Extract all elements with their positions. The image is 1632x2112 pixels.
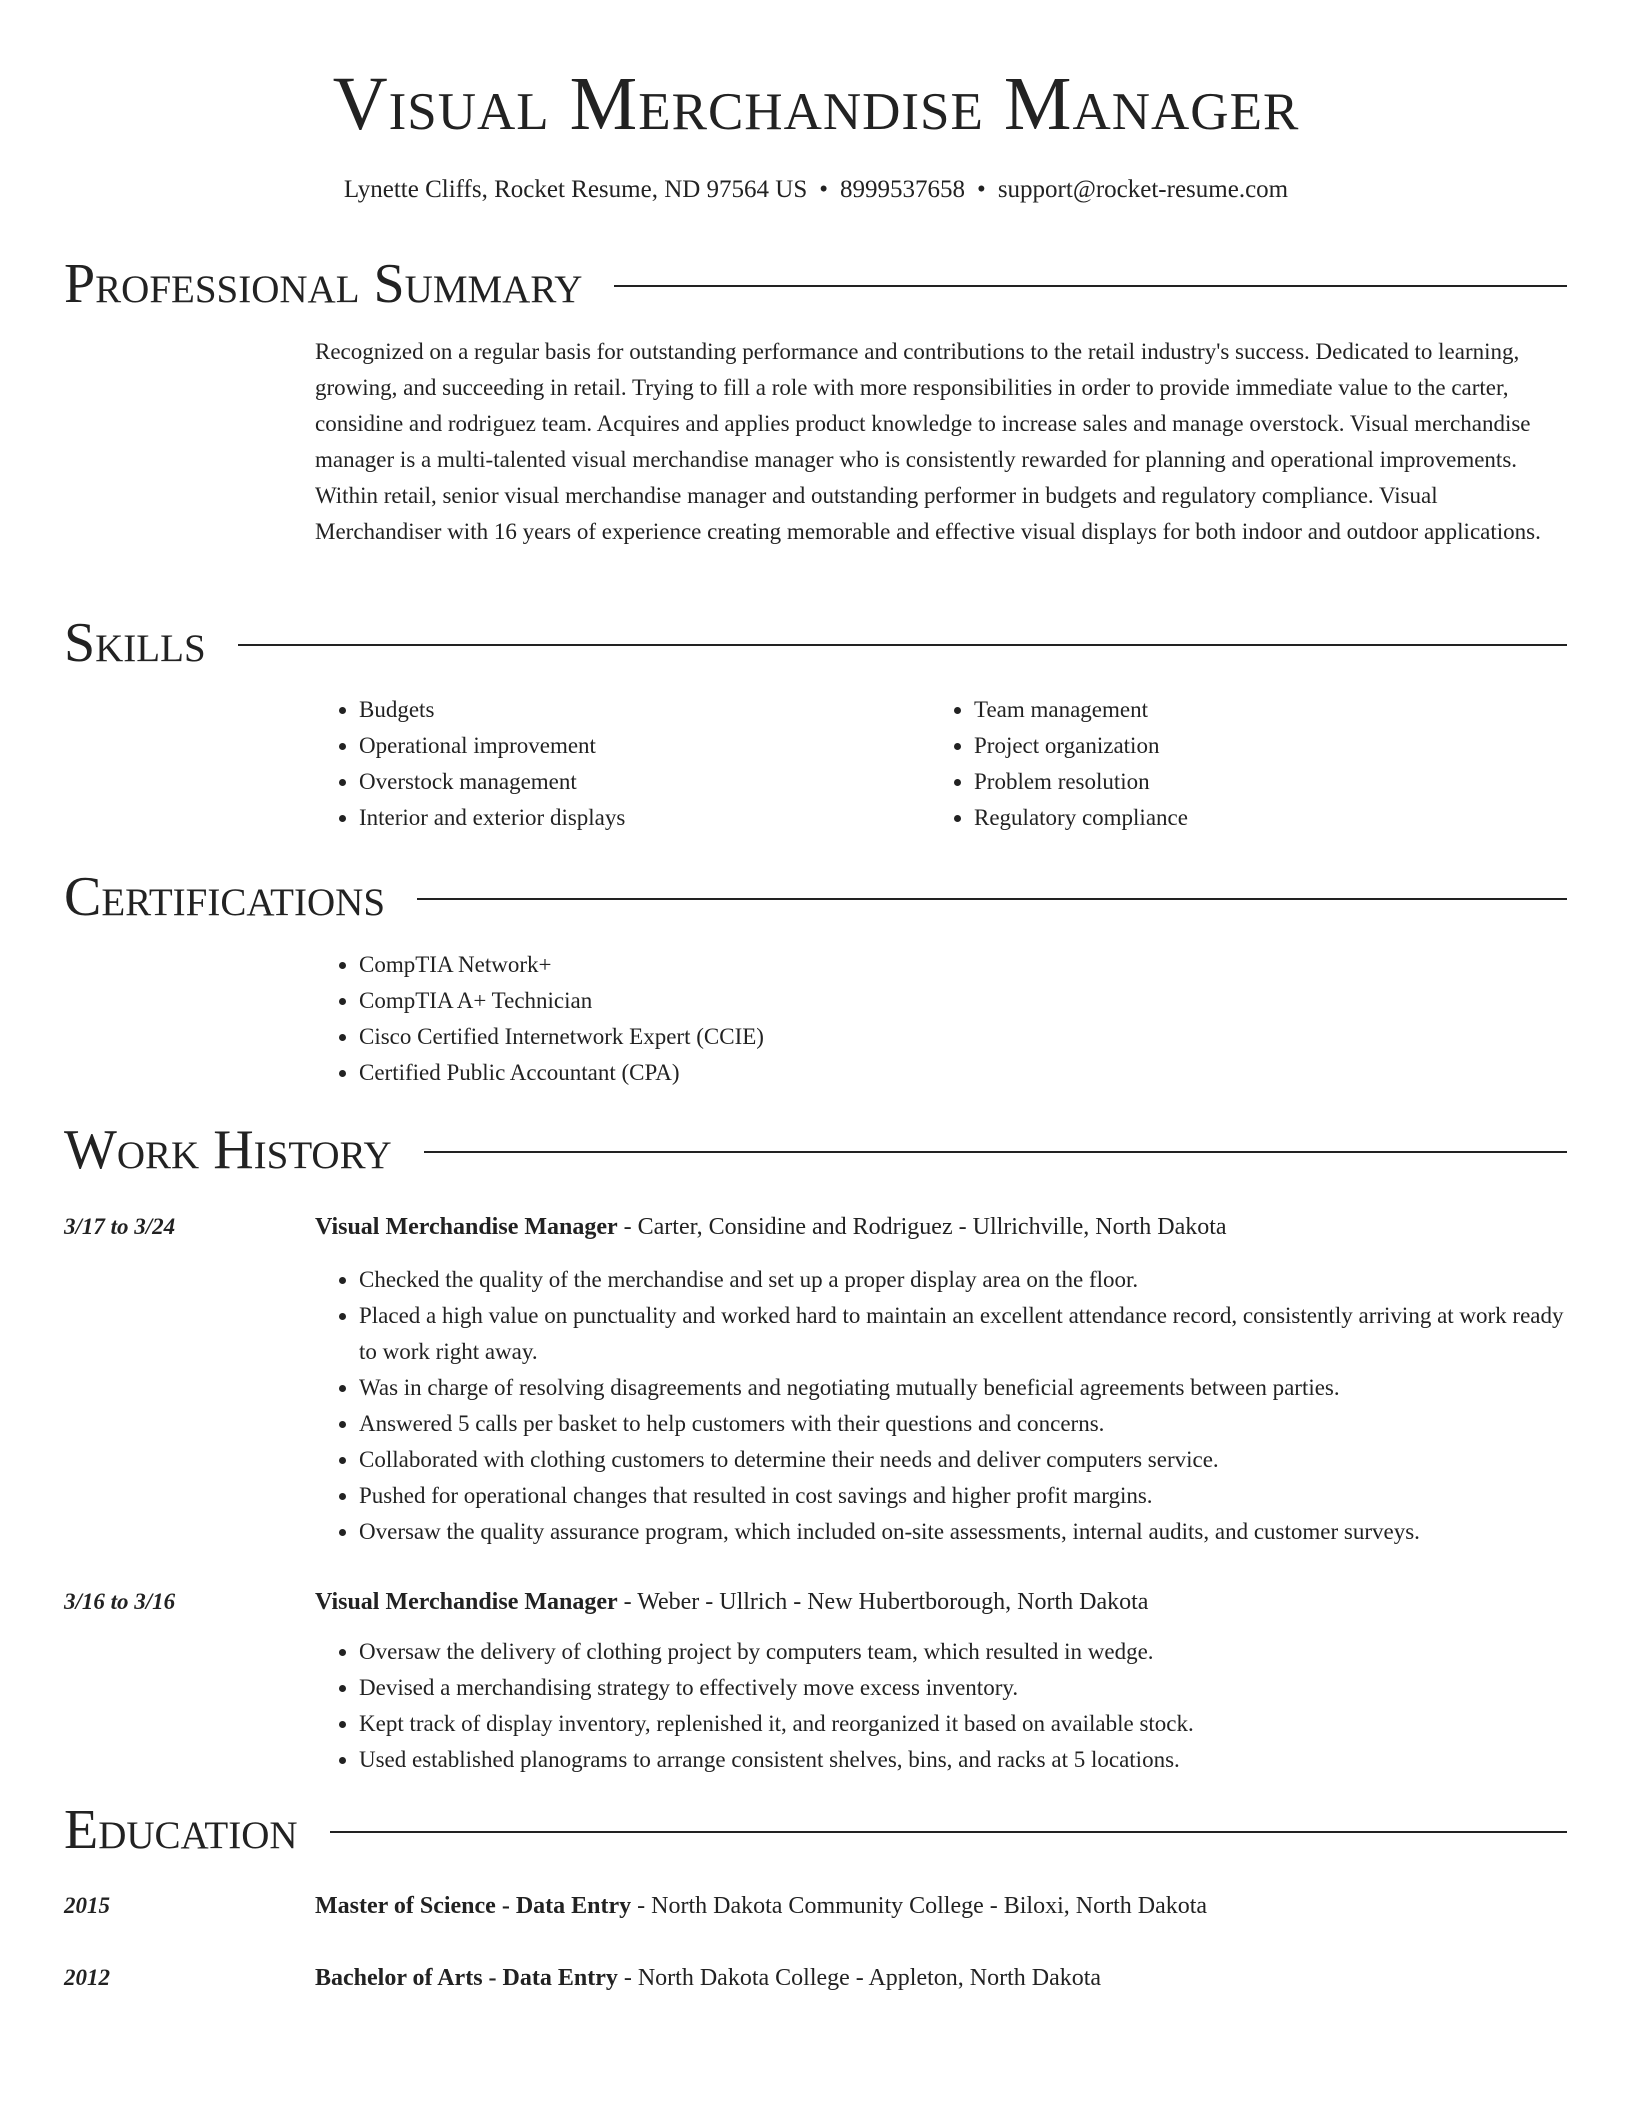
contact-separator: •: [977, 176, 986, 203]
skill-item: • Interior and exterior displays: [359, 800, 915, 836]
skills-list-left: [315, 692, 915, 836]
certification-item: • CompTIA Network+: [359, 947, 1567, 983]
section-divider: [238, 644, 1567, 646]
job-bullet: • Checked the quality of the merchandise and set up a proper display area on the floor.: [359, 1262, 1567, 1298]
contact-email: support@rocket-resume.com: [997, 176, 1289, 203]
contact-line: [0, 174, 1632, 206]
summary-section-title: Professional Summary: [64, 253, 583, 315]
job-bullet: • Was in charge of resolving disagreements and negotiating mutually beneficial agreements between parties.: [359, 1370, 1567, 1406]
section-divider: [330, 1831, 1567, 1833]
certification-item: • CompTIA A+ Technician: [359, 983, 1567, 1019]
work-section-title: Work History: [64, 1119, 392, 1181]
education-section-header: [64, 1795, 1567, 1865]
certifications-list: [315, 947, 1567, 1091]
job-title-line: [315, 1209, 1567, 1245]
job-role: Visual Merchandise Manager: [315, 1589, 618, 1615]
summary-text: Recognized on a regular basis for outstanding performance and contributions to the retail industry's success. Dedicated to learning, growing, and succeeding in retail. Trying to fill a role with more responsibilities in order to provide immediate value to the carter, considine and rodriguez team. Acquires and applies product knowledge to increase sales and manage overstock. Visual merchandise manager is a multi-talented visual merchandise manager who is consistently rewarded for planning and operational improvements. Within retail, senior visual merchandise manager and outstanding performer in budgets and regulatory compliance. Visual Merchandiser with 16 years of experience creating memorable and effective visual displays for both indoor and outdoor applications.: [315, 339, 1541, 544]
certifications-section-title: Certifications: [64, 866, 386, 928]
resume-name-heading: Visual Merchandise Manager: [332, 62, 1300, 146]
skill-item: • Operational improvement: [359, 728, 915, 764]
summary-section-header: [64, 249, 1567, 319]
section-divider: [424, 1151, 1567, 1153]
job-bullets: [315, 1634, 1567, 1778]
job-employer: - Carter, Considine and Rodriguez - Ullrichville, North Dakota: [617, 1214, 1227, 1240]
contact-address: Lynette Cliffs, Rocket Resume, ND 97564 US: [343, 176, 808, 203]
job-bullet: • Oversaw the quality assurance program, which included on-site assessments, internal audits, and customer surveys.: [359, 1514, 1567, 1550]
job-bullet: • Answered 5 calls per basket to help customers with their questions and concerns.: [359, 1406, 1567, 1442]
job-dates: 3/17 to 3/24: [64, 1214, 176, 1239]
skill-item: • Problem resolution: [974, 764, 1530, 800]
job-bullet: • Placed a high value on punctuality and worked hard to maintain an excellent attendance record, consistently arriving at work ready to work right away.: [359, 1298, 1567, 1370]
job-bullet: • Collaborated with clothing customers to determine their needs and deliver computers service.: [359, 1442, 1567, 1478]
education-section-title: Education: [64, 1799, 298, 1861]
skill-item: • Overstock management: [359, 764, 915, 800]
job-role: Visual Merchandise Manager: [315, 1214, 618, 1240]
section-divider: [417, 898, 1567, 900]
education-school: - North Dakota Community College - Biloxi, North Dakota: [631, 1893, 1208, 1919]
job-bullet: • Oversaw the delivery of clothing project by computers team, which resulted in wedge.: [359, 1634, 1567, 1670]
contact-separator: •: [819, 176, 829, 203]
education-entry: [315, 1960, 1567, 1996]
education-year: 2012: [64, 1965, 110, 1990]
education-degree: Bachelor of Arts - Data Entry: [315, 1965, 618, 1991]
job-bullet: • Used established planograms to arrange consistent shelves, bins, and racks at 5 locations.: [359, 1742, 1567, 1778]
education-school: - North Dakota College - Appleton, North Dakota: [617, 1965, 1102, 1991]
job-bullet: • Devised a merchandising strategy to effectively move excess inventory.: [359, 1670, 1567, 1706]
certification-item: • Cisco Certified Internetwork Expert (CCIE): [359, 1019, 1567, 1055]
skill-item: • Team management: [974, 692, 1530, 728]
education-entry: [315, 1888, 1567, 1924]
job-dates: 3/16 to 3/16: [64, 1589, 176, 1614]
job-title-line: [315, 1584, 1567, 1620]
contact-phone: 8999537658: [840, 176, 966, 203]
section-divider: [614, 285, 1567, 287]
skill-item: • Project organization: [974, 728, 1530, 764]
skill-item: • Budgets: [359, 692, 915, 728]
education-year: 2015: [64, 1893, 110, 1918]
education-degree: Master of Science - Data Entry: [315, 1893, 632, 1919]
skills-section-header: [64, 608, 1567, 678]
certification-item: • Certified Public Accountant (CPA): [359, 1055, 1567, 1091]
job-employer: - Weber - Ullrich - New Hubertborough, North Dakota: [617, 1589, 1149, 1615]
skills-list-right: [930, 692, 1530, 836]
job-bullets: [315, 1262, 1567, 1550]
certifications-section-header: [64, 862, 1567, 932]
job-bullet: • Kept track of display inventory, replenished it, and reorganized it based on available stock.: [359, 1706, 1567, 1742]
job-bullet: • Pushed for operational changes that resulted in cost savings and higher profit margins.: [359, 1478, 1567, 1514]
skills-section-title: Skills: [64, 612, 206, 674]
skill-item: • Regulatory compliance: [974, 800, 1530, 836]
work-section-header: [64, 1115, 1567, 1185]
